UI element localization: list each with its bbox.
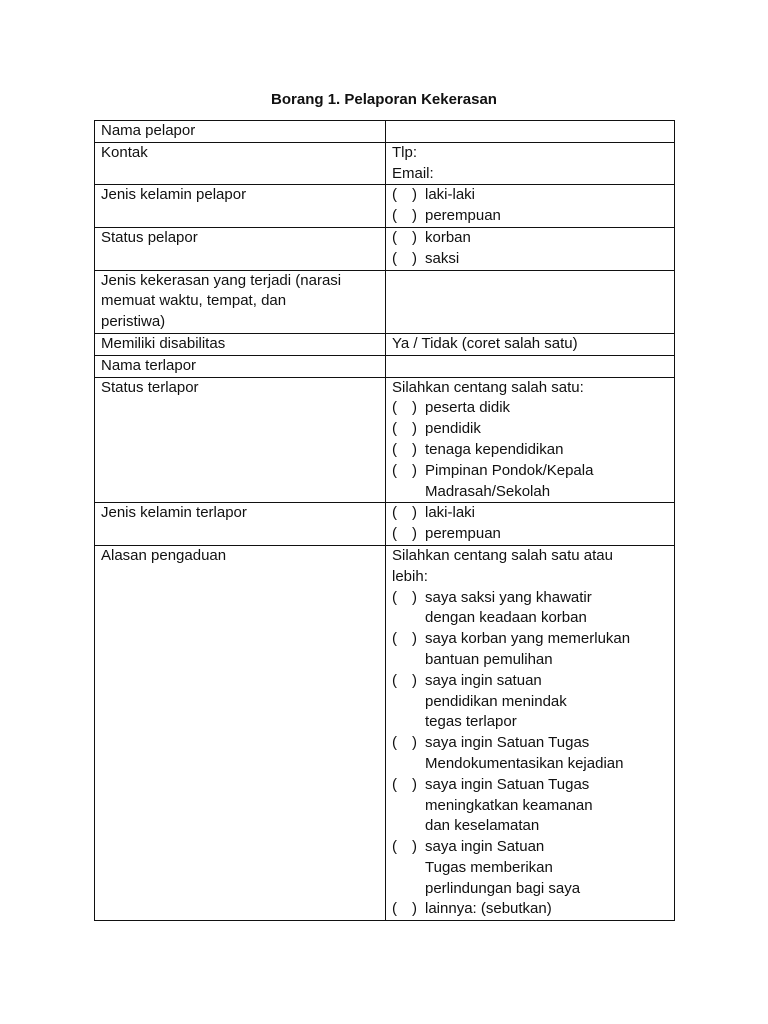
checkbox-open-paren: (	[392, 207, 397, 225]
label-jenis-kekerasan-line-1: Jenis kekerasan yang terjadi (narasi	[101, 271, 342, 289]
checkbox-close-paren: )	[412, 186, 417, 204]
checkbox-close-paren: )	[412, 525, 417, 543]
label-status-terlapor: Status terlapor	[95, 377, 386, 503]
alasan-pengaduan-option-4[interactable]	[392, 733, 668, 775]
value-alasan-pengaduan	[386, 545, 675, 920]
row-jenis-kelamin-terlapor	[95, 503, 675, 546]
status-terlapor-options	[392, 398, 668, 502]
jenis-kelamin-pelapor-option-1-text-1: laki-laki	[425, 186, 476, 204]
alasan-pengaduan-option-1-text-1: saya saksi yang khawatir	[425, 588, 592, 606]
jenis-kelamin-terlapor-option-2[interactable]	[392, 524, 668, 545]
alasan-pengaduan-option-1-text-2: dengan keadaan korban	[425, 609, 587, 627]
checkbox-open-paren: (	[392, 838, 397, 856]
value-nama-terlapor[interactable]	[386, 355, 675, 377]
alasan-pengaduan-option-3-text-2: pendidikan menindak	[425, 692, 567, 710]
label-jenis-kekerasan	[95, 270, 386, 333]
row-alasan-pengaduan	[95, 545, 675, 920]
alasan-intro-line-1: Silahkan centang salah satu atau	[392, 546, 613, 564]
checkbox-open-paren: (	[392, 900, 397, 918]
status-terlapor-intro: Silahkan centang salah satu:	[392, 378, 584, 396]
status-terlapor-option-4-text-2: Madrasah/Sekolah	[425, 482, 551, 500]
checkbox-close-paren: )	[412, 630, 417, 648]
checkbox-open-paren: (	[392, 440, 397, 458]
alasan-pengaduan-option-4-text-2: Mendokumentasikan kejadian	[425, 754, 624, 772]
checkbox-open-paren: (	[392, 186, 397, 204]
alasan-pengaduan-option-6-text-1: saya ingin Satuan	[425, 838, 545, 856]
checkbox-open-paren: (	[392, 588, 397, 606]
status-terlapor-option-4[interactable]	[392, 461, 668, 503]
alasan-pengaduan-option-6-text-2: Tugas memberikan	[425, 858, 553, 876]
value-disabilitas[interactable]: Ya / Tidak (coret salah satu)	[386, 333, 675, 355]
label-jenis-kekerasan-line-2: memuat waktu, tempat, dan	[101, 292, 287, 310]
alasan-intro-line-2: lebih:	[392, 567, 428, 585]
alasan-pengaduan-option-5-text-3: dan keselamatan	[425, 817, 540, 835]
alasan-pengaduan-option-6-text-3: perlindungan bagi saya	[425, 879, 581, 897]
checkbox-close-paren: )	[412, 440, 417, 458]
alasan-pengaduan-option-2-text-2: bantuan pemulihan	[425, 650, 553, 668]
row-status-terlapor	[95, 377, 675, 503]
row-jenis-kekerasan	[95, 270, 675, 333]
row-status-pelapor	[95, 227, 675, 270]
status-pelapor-options	[392, 228, 668, 270]
checkbox-close-paren: )	[412, 207, 417, 225]
alasan-pengaduan-option-1[interactable]	[392, 588, 668, 630]
row-nama-pelapor	[95, 121, 675, 143]
status-terlapor-option-3[interactable]	[392, 440, 668, 461]
alasan-pengaduan-option-3[interactable]	[392, 671, 668, 733]
alasan-pengaduan-option-2[interactable]	[392, 629, 668, 671]
jenis-kelamin-terlapor-option-2-text-1: perempuan	[425, 525, 501, 543]
checkbox-close-paren: )	[412, 249, 417, 267]
jenis-kelamin-terlapor-option-1-text-1: laki-laki	[425, 504, 476, 522]
alasan-pengaduan-option-5-text-1: saya ingin Satuan Tugas	[425, 775, 590, 793]
value-kontak[interactable]	[386, 142, 675, 185]
jenis-kelamin-pelapor-option-2-text-1: perempuan	[425, 207, 501, 225]
label-jenis-kelamin-terlapor: Jenis kelamin terlapor	[95, 503, 386, 546]
checkbox-open-paren: (	[392, 775, 397, 793]
label-nama-terlapor: Nama terlapor	[95, 355, 386, 377]
label-jenis-kelamin-pelapor: Jenis kelamin pelapor	[95, 185, 386, 228]
checkbox-close-paren: )	[412, 399, 417, 417]
status-pelapor-option-2[interactable]	[392, 249, 668, 270]
checkbox-close-paren: )	[412, 588, 417, 606]
jenis-kelamin-pelapor-option-1[interactable]	[392, 185, 668, 206]
label-kontak: Kontak	[95, 142, 386, 185]
alasan-pengaduan-option-5-text-2: meningkatkan keamanan	[425, 796, 593, 814]
checkbox-open-paren: (	[392, 420, 397, 438]
status-terlapor-option-2[interactable]	[392, 419, 668, 440]
status-pelapor-option-2-text-1: saksi	[425, 249, 460, 267]
kontak-email: Email:	[392, 164, 434, 182]
jenis-kelamin-pelapor-options	[392, 185, 668, 227]
kontak-tlp: Tlp:	[392, 143, 418, 161]
alasan-pengaduan-option-3-text-1: saya ingin satuan	[425, 671, 542, 689]
label-status-pelapor: Status pelapor	[95, 227, 386, 270]
alasan-pengaduan-options	[392, 588, 668, 921]
alasan-pengaduan-option-2-text-1: saya korban yang memerlukan	[425, 630, 631, 648]
row-jenis-kelamin-pelapor	[95, 185, 675, 228]
jenis-kelamin-pelapor-option-2[interactable]	[392, 206, 668, 227]
checkbox-close-paren: )	[412, 671, 417, 689]
checkbox-open-paren: (	[392, 399, 397, 417]
label-nama-pelapor: Nama pelapor	[95, 121, 386, 143]
alasan-pengaduan-option-6[interactable]	[392, 837, 668, 899]
status-pelapor-option-1[interactable]	[392, 228, 668, 249]
status-terlapor-option-1-text-1: peserta didik	[425, 399, 511, 417]
label-alasan-pengaduan: Alasan pengaduan	[95, 545, 386, 920]
alasan-pengaduan-option-5[interactable]	[392, 775, 668, 837]
status-terlapor-option-2-text-1: pendidik	[425, 420, 481, 438]
alasan-pengaduan-option-3-text-3: tegas terlapor	[425, 713, 517, 731]
value-nama-pelapor[interactable]	[386, 121, 675, 143]
checkbox-open-paren: (	[392, 504, 397, 522]
alasan-pengaduan-option-7-text-1: lainnya: (sebutkan)	[425, 900, 552, 918]
value-status-terlapor	[386, 377, 675, 503]
jenis-kelamin-terlapor-options	[392, 503, 668, 545]
label-disabilitas: Memiliki disabilitas	[95, 333, 386, 355]
checkbox-close-paren: )	[412, 420, 417, 438]
checkbox-open-paren: (	[392, 249, 397, 267]
row-disabilitas	[95, 333, 675, 355]
checkbox-close-paren: )	[412, 461, 417, 479]
checkbox-open-paren: (	[392, 734, 397, 752]
status-terlapor-option-4-text-1: Pimpinan Pondok/Kepala	[425, 461, 594, 479]
checkbox-close-paren: )	[412, 838, 417, 856]
value-jenis-kelamin-pelapor	[386, 185, 675, 228]
status-pelapor-option-1-text-1: korban	[425, 228, 471, 246]
status-terlapor-option-3-text-1: tenaga kependidikan	[425, 440, 564, 458]
document-title: Borang 1. Pelaporan Kekerasan	[271, 91, 497, 108]
value-jenis-kekerasan[interactable]	[386, 270, 675, 333]
status-terlapor-option-1[interactable]	[392, 398, 668, 419]
checkbox-open-paren: (	[392, 671, 397, 689]
checkbox-close-paren: )	[412, 900, 417, 918]
row-kontak	[95, 142, 675, 185]
row-nama-terlapor	[95, 355, 675, 377]
alasan-pengaduan-option-4-text-1: saya ingin Satuan Tugas	[425, 734, 590, 752]
report-form-table	[94, 120, 675, 921]
checkbox-close-paren: )	[412, 228, 417, 246]
value-jenis-kelamin-terlapor	[386, 503, 675, 546]
checkbox-close-paren: )	[412, 775, 417, 793]
checkbox-close-paren: )	[412, 734, 417, 752]
checkbox-open-paren: (	[392, 525, 397, 543]
checkbox-open-paren: (	[392, 461, 397, 479]
checkbox-open-paren: (	[392, 228, 397, 246]
jenis-kelamin-terlapor-option-1[interactable]	[392, 503, 668, 524]
label-jenis-kekerasan-line-3: peristiwa)	[101, 313, 166, 331]
alasan-pengaduan-option-7[interactable]	[392, 899, 668, 920]
checkbox-open-paren: (	[392, 630, 397, 648]
checkbox-close-paren: )	[412, 504, 417, 522]
value-status-pelapor	[386, 227, 675, 270]
